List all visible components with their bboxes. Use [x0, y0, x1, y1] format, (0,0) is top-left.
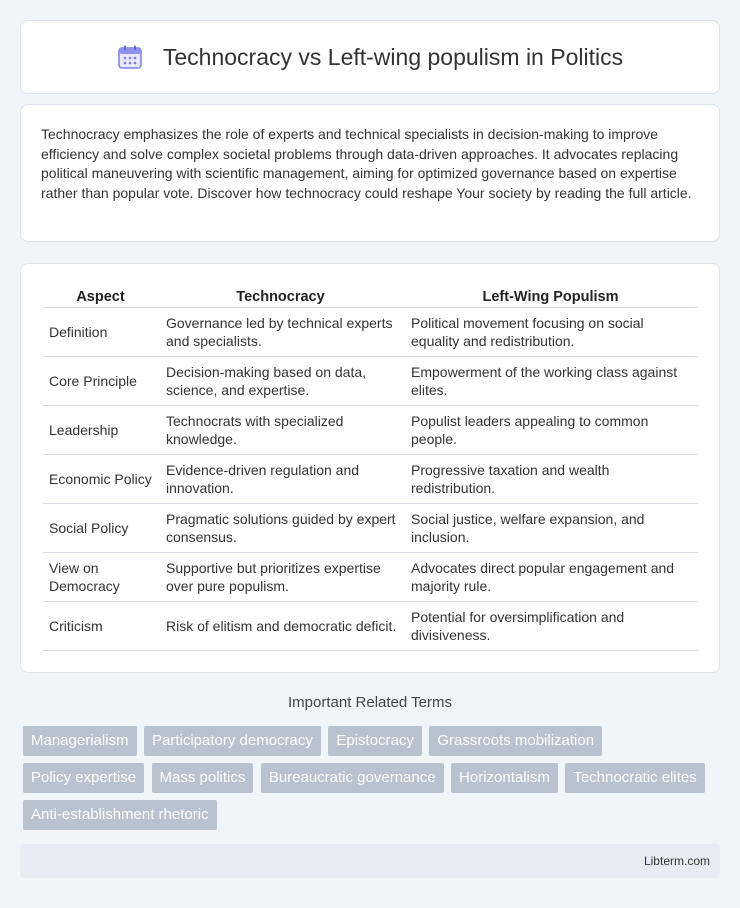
- tag-managerialism[interactable]: Managerialism: [23, 726, 137, 756]
- intro-card: [20, 104, 720, 242]
- technocracy-cell: Pragmatic solutions guided by expert consensus.: [158, 504, 403, 553]
- tag-anti-establishment-rhetoric[interactable]: Anti-establishment rhetoric: [23, 800, 217, 830]
- technocracy-cell: Governance led by technical experts and specialists.: [158, 308, 403, 357]
- populism-cell: Political movement focusing on social equality and redistribution.: [403, 308, 698, 357]
- aspect-cell: View on Democracy: [43, 553, 158, 602]
- column-header-technocracy: Technocracy: [158, 286, 403, 308]
- aspect-cell: Leadership: [43, 406, 158, 455]
- populism-cell: Social justice, welfare expansion, and inclusion.: [403, 504, 698, 553]
- aspect-cell: Core Principle: [43, 357, 158, 406]
- related-terms-heading: Important Related Terms: [288, 694, 452, 711]
- table-row: [43, 308, 698, 357]
- table-header-row: [43, 286, 698, 308]
- footer: [20, 844, 720, 878]
- technocracy-cell: Risk of elitism and democratic deficit.: [158, 602, 403, 651]
- table-row: [43, 553, 698, 602]
- tag-technocratic-elites[interactable]: Technocratic elites: [565, 763, 704, 793]
- tag-grassroots-mobilization[interactable]: Grassroots mobilization: [429, 726, 602, 756]
- populism-cell: Populist leaders appealing to common people.: [403, 406, 698, 455]
- comparison-table: [43, 286, 698, 651]
- tag-mass-politics[interactable]: Mass politics: [152, 763, 254, 793]
- comparison-card: [20, 263, 720, 673]
- table-row: [43, 602, 698, 651]
- footer-site-link[interactable]: Libterm.com: [643, 854, 710, 868]
- column-header-left-wing-populism: Left-Wing Populism: [403, 286, 698, 308]
- technocracy-cell: Supportive but prioritizes expertise over pure populism.: [158, 553, 403, 602]
- tag-horizontalism[interactable]: Horizontalism: [451, 763, 558, 793]
- technocracy-cell: Evidence-driven regulation and innovation.: [158, 455, 403, 504]
- aspect-cell: Economic Policy: [43, 455, 158, 504]
- column-header-aspect: Aspect: [43, 286, 158, 308]
- populism-cell: Advocates direct popular engagement and majority rule.: [403, 553, 698, 602]
- tag-bureaucratic-governance[interactable]: Bureaucratic governance: [261, 763, 444, 793]
- table-row: [43, 406, 698, 455]
- aspect-cell: Criticism: [43, 602, 158, 651]
- page-title: Technocracy vs Left-wing populism in Politics: [162, 43, 624, 70]
- populism-cell: Potential for oversimplification and divisiveness.: [403, 602, 698, 651]
- tag-epistocracy[interactable]: Epistocracy: [328, 726, 422, 756]
- technocracy-cell: Technocrats with specialized knowledge.: [158, 406, 403, 455]
- populism-cell: Empowerment of the working class against elites.: [403, 357, 698, 406]
- calendar-icon: [117, 44, 143, 70]
- table-row: [43, 357, 698, 406]
- table-row: [43, 455, 698, 504]
- populism-cell: Progressive taxation and wealth redistribution.: [403, 455, 698, 504]
- intro-text: Technocracy emphasizes the role of experts and technical specialists in decision-making to improve efficiency and solve complex societal problems through data-driven approaches. It advocates replacing political maneuvering with scientific management, aiming for optimized governance based on expertise rather than popular vote. Discover how technocracy could reshape Your society by reading the full article.: [41, 126, 692, 201]
- aspect-cell: Definition: [43, 308, 158, 357]
- aspect-cell: Social Policy: [43, 504, 158, 553]
- title-card: [20, 20, 720, 94]
- related-terms-list: [23, 726, 723, 837]
- table-row: [43, 504, 698, 553]
- technocracy-cell: Decision-making based on data, science, and expertise.: [158, 357, 403, 406]
- tag-policy-expertise[interactable]: Policy expertise: [23, 763, 144, 793]
- tag-participatory-democracy[interactable]: Participatory democracy: [144, 726, 321, 756]
